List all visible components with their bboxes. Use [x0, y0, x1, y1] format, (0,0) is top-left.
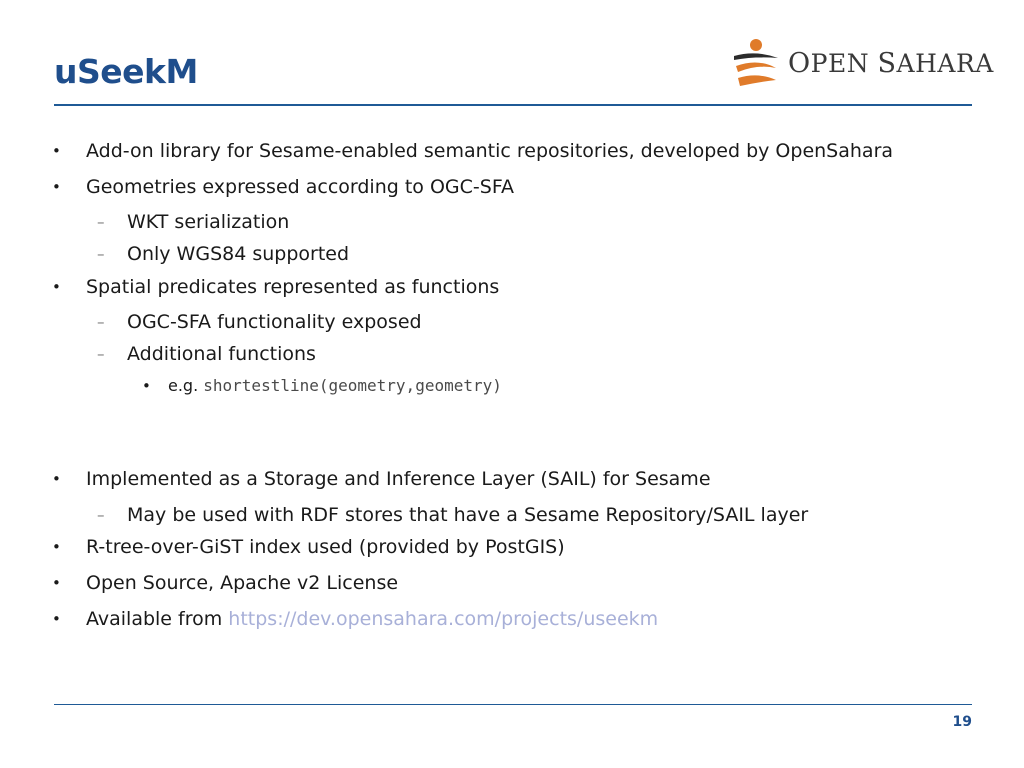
- footer-divider: [54, 704, 972, 705]
- list-item: • Spatial predicates represented as functions: [52, 276, 500, 298]
- list-item: • R-tree-over-GiST index used (provided by PostGIS): [52, 536, 565, 558]
- project-link[interactable]: https://dev.opensahara.com/projects/useekm: [228, 608, 659, 630]
- list-item: • e.g. shortestline(geometry,geometry): [168, 374, 502, 398]
- list-item: – OGC-SFA functionality exposed: [97, 311, 422, 333]
- bullet-marker: •: [52, 538, 61, 556]
- dash-marker: –: [97, 506, 105, 524]
- list-item: • Implemented as a Storage and Inference Layer (SAIL) for Sesame: [52, 468, 711, 490]
- list-item: – Only WGS84 supported: [97, 243, 350, 265]
- dash-marker: –: [97, 313, 105, 331]
- list-item: • Add-on library for Sesame-enabled semantic repositories, developed by OpenSahara: [52, 140, 894, 162]
- list-item: • Available from https://dev.opensahara.com/projects/useekm: [52, 608, 659, 630]
- bullet-marker: •: [52, 470, 61, 488]
- logo-wordmark: OPEN SAHARA: [788, 48, 994, 79]
- list-item: – Additional functions: [97, 343, 316, 365]
- list-item: • Geometries expressed according to OGC-SFA: [52, 176, 515, 198]
- bullet-marker: •: [52, 178, 61, 196]
- dash-marker: –: [97, 213, 105, 231]
- bullet-marker: •: [52, 278, 61, 296]
- page-number: 19: [952, 714, 972, 730]
- slide-title: uSeekM: [54, 52, 198, 91]
- dash-marker: –: [97, 345, 105, 363]
- list-item: • Open Source, Apache v2 License: [52, 572, 399, 594]
- bullet-marker: •: [52, 142, 61, 160]
- list-item: – WKT serialization: [97, 211, 290, 233]
- dash-marker: –: [97, 245, 105, 263]
- code-snippet: shortestline(geometry,geometry): [203, 376, 502, 395]
- list-item: – May be used with RDF stores that have a Sesame Repository/SAIL layer: [97, 504, 809, 526]
- bullet-marker: •: [52, 610, 61, 628]
- bullet-marker: •: [142, 377, 151, 395]
- bullet-marker: •: [52, 574, 61, 592]
